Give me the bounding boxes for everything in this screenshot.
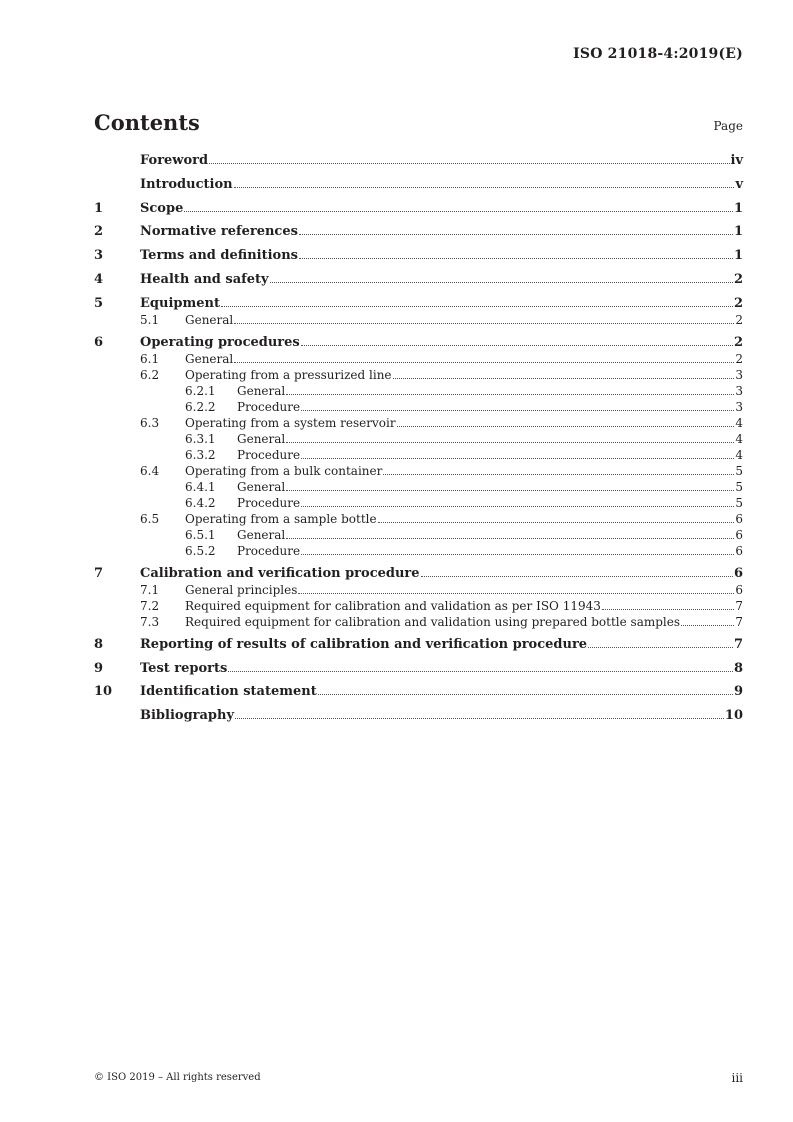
toc-entry-title[interactable]: Procedure: [237, 399, 301, 414]
toc-entry-number: 5.1: [140, 312, 160, 327]
toc-entry[interactable]: [94, 527, 743, 543]
dot-leader: [602, 608, 734, 610]
toc-entry-number: 2: [94, 224, 104, 240]
toc-entry-title[interactable]: Operating from a sample bottle: [185, 511, 377, 526]
dot-leader: [318, 693, 733, 695]
toc-entry-page[interactable]: 6: [735, 527, 743, 542]
toc-entry-page[interactable]: 8: [733, 660, 743, 676]
toc-entry-title[interactable]: Scope: [140, 200, 184, 216]
toc-entry-title[interactable]: General: [237, 383, 286, 398]
toc-entry-number: 7.1: [140, 582, 160, 597]
dot-leader: [301, 457, 734, 459]
dot-leader: [298, 592, 734, 594]
page-number: iii: [731, 1071, 743, 1085]
toc-entry-page[interactable]: 7: [735, 614, 743, 629]
toc-entry-page[interactable]: 6: [735, 582, 743, 597]
toc-entry-page[interactable]: 3: [735, 367, 743, 382]
dot-leader: [228, 670, 733, 672]
toc-entry-number: 7: [94, 565, 104, 581]
toc-entry-title[interactable]: Required equipment for calibration and validation using prepared bottle samples: [185, 614, 681, 629]
toc-entry-title[interactable]: General: [237, 431, 286, 446]
document-identifier: ISO 21018-4:2019(E): [573, 46, 743, 62]
dot-leader: [286, 489, 734, 491]
toc-entry-number: 6.4.1: [185, 479, 216, 494]
toc-entry-number: 5: [94, 295, 104, 311]
toc-entry-title[interactable]: Operating from a system reservoir: [185, 415, 396, 430]
toc-entry[interactable]: [94, 312, 743, 328]
toc-title: Contents: [94, 110, 200, 135]
toc-entry-number: 3: [94, 248, 104, 264]
dot-leader: [301, 553, 734, 555]
dot-leader: [588, 646, 733, 648]
toc-entry-title[interactable]: Health and safety: [140, 271, 269, 287]
toc-entry-page[interactable]: 10: [724, 708, 743, 724]
toc-entry-number: 10: [94, 684, 113, 700]
toc-entry[interactable]: [94, 415, 743, 431]
toc-entry[interactable]: [94, 367, 743, 383]
toc-entry-page[interactable]: 6: [733, 565, 743, 581]
toc-entry[interactable]: [94, 684, 743, 700]
dot-leader: [286, 441, 734, 443]
toc-entry-title[interactable]: Operating procedures: [140, 334, 300, 350]
dot-leader: [234, 322, 734, 324]
toc-entry-number: 9: [94, 660, 104, 676]
toc-entry-title[interactable]: Test reports: [140, 660, 228, 676]
toc-entry-number: 6.1: [140, 351, 160, 366]
toc-entry-number: 6: [94, 334, 104, 350]
toc-entry-number: 6.5.2: [185, 543, 216, 558]
dot-leader: [235, 717, 724, 719]
toc-entry-page[interactable]: iv: [730, 153, 743, 168]
toc-entry-number: 8: [94, 636, 104, 652]
toc-entry-title[interactable]: Identification statement: [140, 684, 317, 700]
toc-entry-number: 6.3.1: [185, 431, 216, 446]
toc-entry-number: 6.2: [140, 367, 160, 382]
dot-leader: [184, 210, 733, 212]
toc-entry[interactable]: [94, 708, 743, 724]
toc-entry-number: 6.4.2: [185, 495, 216, 510]
toc-entry-page[interactable]: 1: [733, 224, 743, 240]
toc-entry[interactable]: [94, 383, 743, 399]
toc-entry-title[interactable]: General principles: [185, 582, 298, 597]
toc-entry-title[interactable]: General: [185, 312, 234, 327]
toc-entry-page[interactable]: 1: [733, 200, 743, 216]
toc-entry-page[interactable]: 4: [735, 431, 743, 446]
toc-entry-title[interactable]: Procedure: [237, 495, 301, 510]
toc-entry-title[interactable]: Required equipment for calibration and validation as per ISO 11943: [185, 598, 601, 613]
toc-entry-title[interactable]: Operating from a pressurized line: [185, 367, 392, 382]
dot-leader: [301, 505, 734, 507]
toc-entry-title[interactable]: Terms and definitions: [140, 248, 298, 264]
dot-leader: [221, 305, 733, 307]
toc-entry-number: 6.5: [140, 511, 160, 526]
toc-entry[interactable]: [94, 177, 743, 193]
toc-entry[interactable]: [94, 566, 743, 582]
toc-entry[interactable]: [94, 399, 743, 415]
dot-leader: [299, 257, 733, 259]
toc-entry-page[interactable]: 5: [735, 495, 743, 510]
toc-entry[interactable]: [94, 582, 743, 598]
toc-entry-number: 6.4: [140, 463, 160, 478]
table-of-contents: [94, 153, 743, 724]
dot-leader: [421, 575, 733, 577]
toc-entry-number: 7.2: [140, 598, 160, 613]
toc-heading: [94, 110, 743, 140]
toc-entry-title[interactable]: Operating from a bulk container: [185, 463, 383, 478]
toc-entry-page[interactable]: 2: [733, 295, 743, 311]
toc-entry-number: 6.2.2: [185, 399, 216, 414]
toc-entry[interactable]: [94, 447, 743, 463]
toc-entry[interactable]: [94, 272, 743, 288]
toc-entry-title[interactable]: Procedure: [237, 543, 301, 558]
toc-entry[interactable]: [94, 614, 743, 630]
toc-entry[interactable]: [94, 224, 743, 240]
toc-entry-page[interactable]: 3: [735, 399, 743, 414]
dot-leader: [234, 361, 734, 363]
toc-entry[interactable]: [94, 201, 743, 217]
toc-entry-page[interactable]: 4: [735, 447, 743, 462]
toc-entry[interactable]: [94, 153, 743, 169]
dot-leader: [393, 377, 735, 379]
toc-entry-number: 6.3.2: [185, 447, 216, 462]
toc-entry-number: 7.3: [140, 614, 160, 629]
toc-entry-page[interactable]: 5: [735, 463, 743, 478]
dot-leader: [301, 344, 733, 346]
toc-entry-page[interactable]: 2: [733, 271, 743, 287]
dot-leader: [681, 624, 734, 626]
toc-entry[interactable]: [94, 495, 743, 511]
toc-entry-title[interactable]: Foreword: [140, 153, 209, 168]
dot-leader: [270, 281, 733, 283]
toc-entry[interactable]: [94, 351, 743, 367]
toc-entry-page[interactable]: 7: [733, 636, 743, 652]
toc-entry-page[interactable]: 1: [733, 248, 743, 264]
toc-entry-title[interactable]: General: [185, 351, 234, 366]
dot-leader: [397, 425, 735, 427]
toc-entry-page[interactable]: 4: [735, 415, 743, 430]
toc-entry[interactable]: [94, 598, 743, 614]
toc-entry-page[interactable]: 7: [735, 598, 743, 613]
toc-entry-page[interactable]: 9: [733, 684, 743, 700]
toc-entry[interactable]: [94, 296, 743, 312]
toc-entry[interactable]: [94, 661, 743, 677]
toc-entry-number: 1: [94, 200, 104, 216]
toc-entry-page[interactable]: v: [735, 176, 743, 192]
dot-leader: [299, 233, 733, 235]
toc-entry-title[interactable]: Reporting of results of calibration and verification procedure: [140, 636, 588, 652]
toc-entry[interactable]: [94, 479, 743, 495]
toc-entry[interactable]: [94, 543, 743, 559]
toc-entry-title[interactable]: Equipment: [140, 295, 220, 311]
toc-entry[interactable]: [94, 431, 743, 447]
toc-entry[interactable]: [94, 248, 743, 264]
toc-entry[interactable]: [94, 463, 743, 479]
toc-entry-page[interactable]: 6: [735, 511, 743, 526]
toc-entry-number: 6.2.1: [185, 383, 216, 398]
toc-entry-page[interactable]: 5: [735, 479, 743, 494]
copyright-notice: © ISO 2019 – All rights reserved: [94, 1072, 261, 1083]
toc-entry-title[interactable]: Calibration and verification procedure: [140, 565, 420, 581]
dot-leader: [383, 473, 734, 475]
toc-entry-page[interactable]: 2: [735, 351, 743, 366]
dot-leader: [286, 537, 734, 539]
toc-entry-number: 4: [94, 271, 104, 287]
toc-entry-page[interactable]: 2: [735, 312, 743, 327]
toc-entry[interactable]: [94, 511, 743, 527]
toc-entry-title[interactable]: General: [237, 479, 286, 494]
toc-entry-page[interactable]: 3: [735, 383, 743, 398]
toc-entry-title[interactable]: Procedure: [237, 447, 301, 462]
toc-entry[interactable]: [94, 637, 743, 653]
toc-entry-title[interactable]: Introduction: [140, 176, 233, 192]
toc-entry-page[interactable]: 6: [735, 543, 743, 558]
dot-leader: [209, 162, 729, 164]
toc-entry-title[interactable]: Bibliography: [140, 708, 235, 724]
dot-leader: [234, 186, 735, 188]
toc-entry-page[interactable]: 2: [733, 334, 743, 350]
toc-entry-title[interactable]: General: [237, 527, 286, 542]
dot-leader: [286, 393, 734, 395]
dot-leader: [301, 409, 734, 411]
toc-entry-title[interactable]: Normative references: [140, 224, 298, 240]
dot-leader: [378, 521, 735, 523]
toc-entry-number: 6.5.1: [185, 527, 216, 542]
page-column-label: Page: [713, 119, 743, 133]
toc-entry[interactable]: [94, 335, 743, 351]
toc-entry-number: 6.3: [140, 415, 160, 430]
